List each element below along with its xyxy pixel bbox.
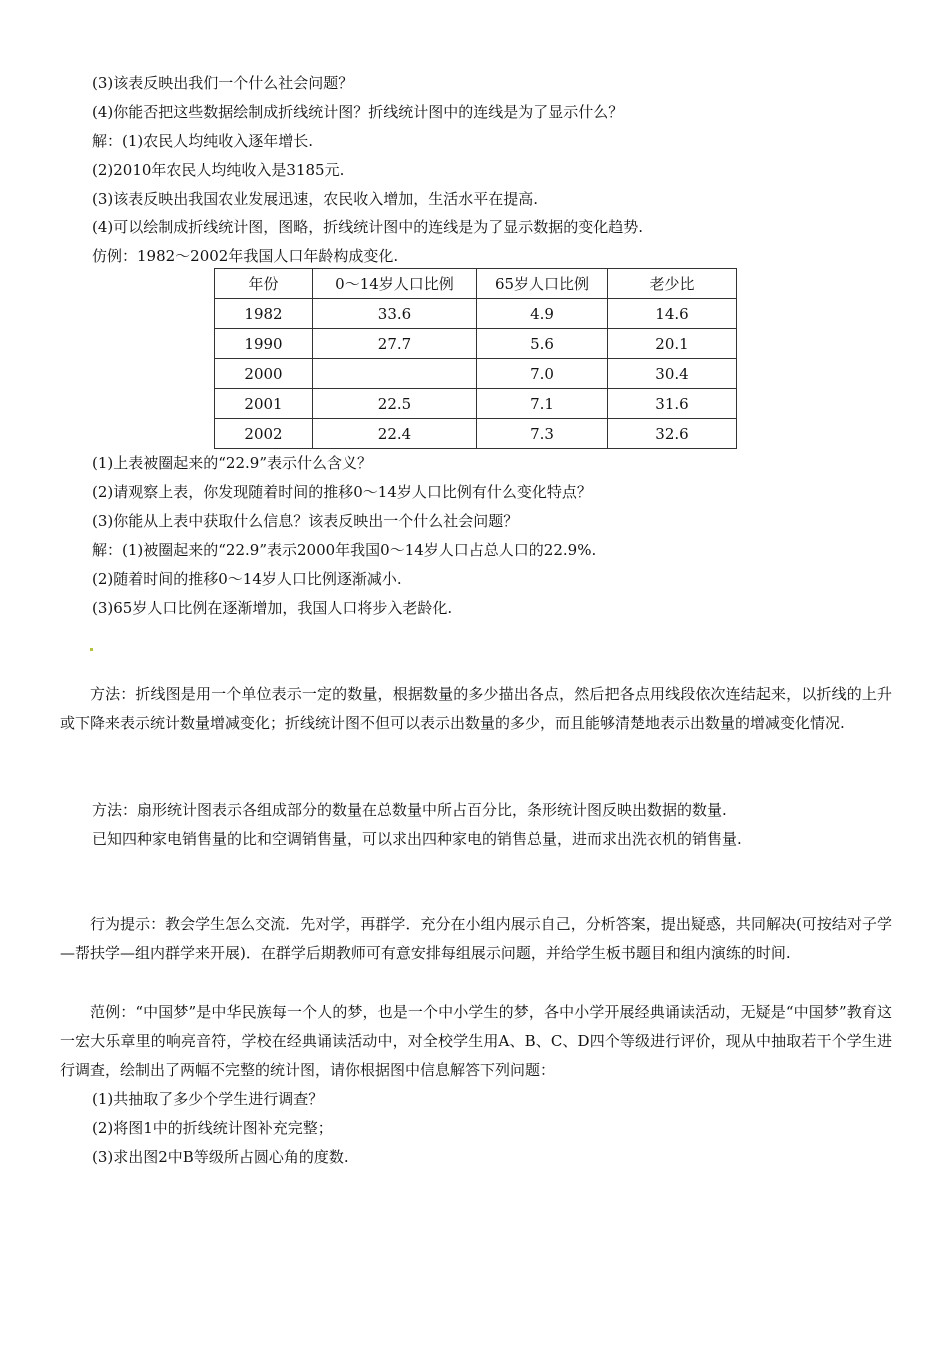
table-header-cell: 65岁人口比例 <box>477 269 608 299</box>
table-cell: 22.4 <box>313 419 477 449</box>
table-row <box>215 389 737 419</box>
text-line: (4)可以绘制成折线统计图，图略，折线统计图中的连线是为了显示数据的变化趋势. <box>92 218 644 236</box>
text-line: 解：(1)被圈起来的“22.9”表示2000年我国0～14岁人口占总人口的22.9%. <box>92 541 597 559</box>
table-cell: 30.4 <box>608 359 737 389</box>
table-cell <box>313 359 477 389</box>
table-header-row <box>215 269 737 299</box>
text-line: 仿例：1982～2002年我国人口年龄构成变化. <box>92 247 399 265</box>
text-line: (3)你能从上表中获取什么信息？该表反映出一个什么社会问题？ <box>92 512 519 530</box>
table-cell: 2001 <box>215 389 313 419</box>
table-cell: 7.0 <box>477 359 608 389</box>
text-line: (2)将图1中的折线统计图补充完整； <box>92 1119 333 1137</box>
table-row <box>215 299 737 329</box>
behavior-paragraph: 行为提示：教会学生怎么交流．先对学，再群学．充分在小组内展示自己，分析答案，提出疑惑，共同解决(可按结对子学—帮扶学—组内群学来开展)．在群学后期教师可有意安排每组展示问题，并给学生板书题目和组内演练的时间. <box>60 915 892 962</box>
text-line: 已知四种家电销售量的比和空调销售量，可以求出四种家电的销售总量，进而求出洗衣机的销售量. <box>92 830 742 848</box>
table-cell: 5.6 <box>477 329 608 359</box>
table-cell: 27.7 <box>313 329 477 359</box>
table-cell: 1990 <box>215 329 313 359</box>
text-line: 方法：扇形统计图表示各组成部分的数量在总数量中所占百分比，条形统计图反映出数据的数量. <box>92 801 727 819</box>
text-line: (3)求出图2中B等级所占圆心角的度数. <box>92 1148 349 1166</box>
table-cell: 7.1 <box>477 389 608 419</box>
population-table <box>214 268 737 449</box>
text-line: (3)该表反映出我国农业发展迅速，农民收入增加，生活水平在提高. <box>92 190 539 208</box>
table-cell: 2002 <box>215 419 313 449</box>
table-cell: 33.6 <box>313 299 477 329</box>
table-cell: 31.6 <box>608 389 737 419</box>
table-cell: 7.3 <box>477 419 608 449</box>
text-line: (3)该表反映出我们一个什么社会问题？ <box>92 74 354 92</box>
stray-mark <box>90 648 93 651</box>
text-line: (4)你能否把这些数据绘制成折线统计图？折线统计图中的连线是为了显示什么？ <box>92 103 624 121</box>
table-header-cell: 老少比 <box>608 269 737 299</box>
text-line: (1)上表被圈起来的“22.9”表示什么含义？ <box>92 454 372 472</box>
table-cell: 1982 <box>215 299 313 329</box>
table-row <box>215 359 737 389</box>
table-cell: 32.6 <box>608 419 737 449</box>
table-row <box>215 419 737 449</box>
table-header-cell: 年份 <box>215 269 313 299</box>
text-line: (2)2010年农民人均纯收入是3185元. <box>92 161 345 179</box>
table-cell: 2000 <box>215 359 313 389</box>
text-line: (3)65岁人口比例在逐渐增加，我国人口将步入老龄化. <box>92 599 453 617</box>
method-paragraph: 方法：折线图是用一个单位表示一定的数量，根据数量的多少描出各点，然后把各点用线段依次连结起来，以折线的上升或下降来表示统计数量增减变化；折线统计图不但可以表示出数量的多少，而且能够清楚地表示出数量的增减变化情况. <box>60 685 892 732</box>
table-row <box>215 329 737 359</box>
example-paragraph: 范例：“中国梦”是中华民族每一个人的梦，也是一个中小学生的梦，各中小学开展经典诵读活动，无疑是“中国梦”教育这一宏大乐章里的响亮音符，学校在经典诵读活动中，对全校学生用A、B、C、D四个等级进行评价，现从中抽取若干个学生进行调查，绘制出了两幅不完整的统计图，请你根据图中信息解答下列问题： <box>60 1003 892 1079</box>
table-cell: 22.5 <box>313 389 477 419</box>
table-cell: 14.6 <box>608 299 737 329</box>
text-line: (2)随着时间的推移0～14岁人口比例逐渐减小. <box>92 570 402 588</box>
text-line: (1)共抽取了多少个学生进行调查？ <box>92 1090 324 1108</box>
text-line: 解：(1)农民人均纯收入逐年增长. <box>92 132 314 150</box>
text-line: (2)请观察上表，你发现随着时间的推移0～14岁人口比例有什么变化特点？ <box>92 483 592 501</box>
table-cell: 4.9 <box>477 299 608 329</box>
table-header-cell: 0～14岁人口比例 <box>313 269 477 299</box>
table-cell: 20.1 <box>608 329 737 359</box>
